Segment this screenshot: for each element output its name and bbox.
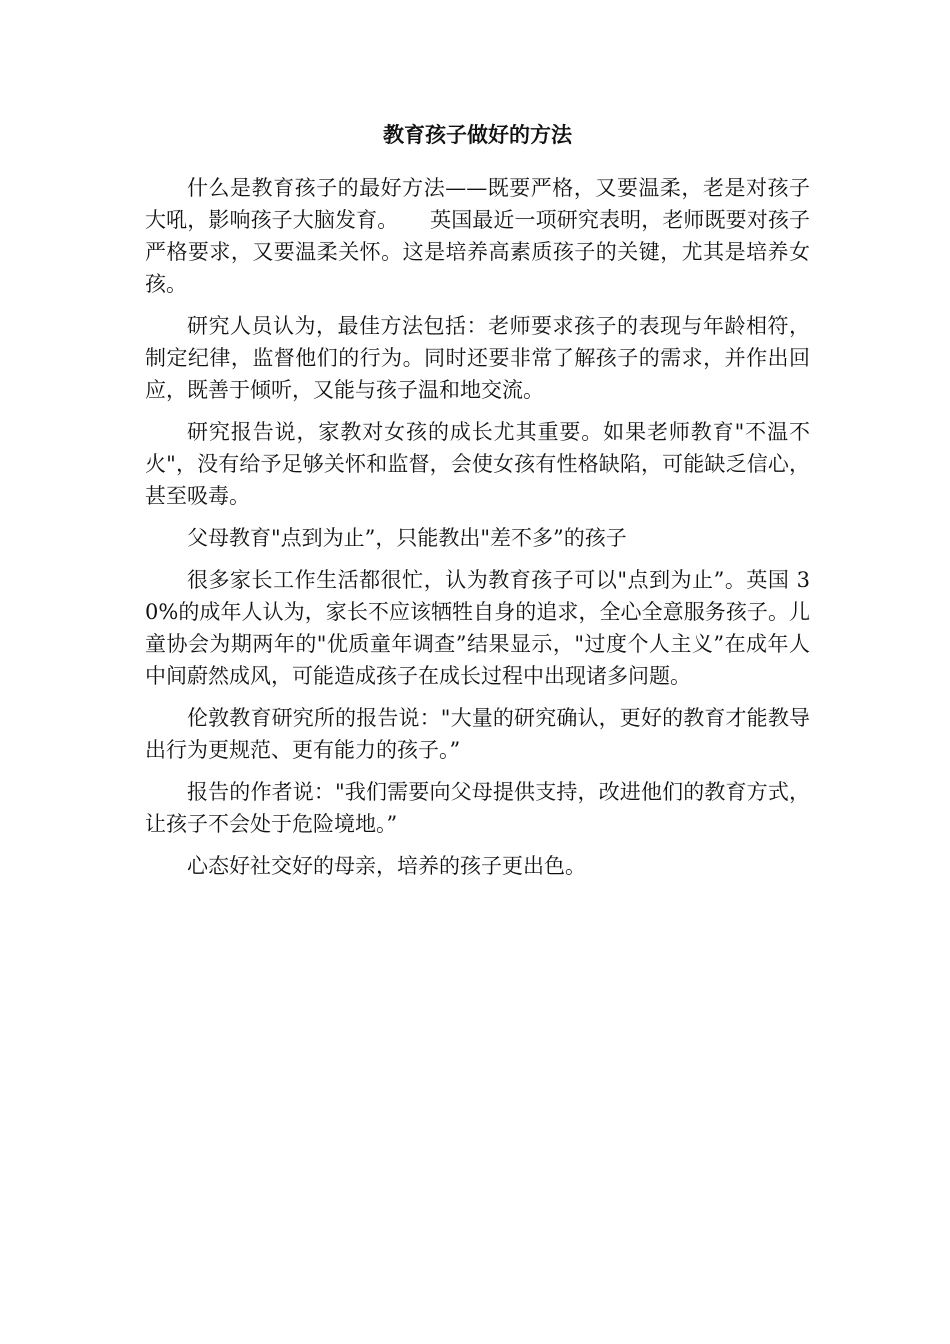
paragraph: 心态好社交好的母亲，培养的孩子更出色。: [187, 854, 586, 878]
paragraph: 伦敦教育研究所的报告说："大量的研究确认，更好的教育才能教导出行为更规范、更有能力的孩子。”: [145, 706, 810, 762]
paragraph: 研究人员认为，最佳方法包括：老师要求孩子的表现与年龄相符，制定纪律，监督他们的行为。同时还要非常了解孩子的需求，并作出回应，既善于倾听，又能与孩子温和地交流。: [145, 314, 810, 402]
document-page: [145, 120, 810, 892]
paragraph: 报告的作者说："我们需要向父母提供支持，改进他们的教育方式，让孩子不会处于危险境地。”: [145, 780, 810, 836]
document-title: 教育孩子做好的方法: [383, 122, 572, 147]
section-heading-paragraph: 父母教育"点到为止”，只能教出"差不多”的孩子: [187, 526, 627, 550]
paragraph: 很多家长工作生活都很忙，认为教育孩子可以"点到为止”。英国 30%的成年人认为，家长不应该牺牲自身的追求，全心全意服务孩子。儿童协会为期两年的"优质童年调查”结果显示，"过度个人主义”在成年人中间蔚然成风，可能造成孩子在成长过程中出现诸多问题。: [145, 568, 810, 688]
paragraph: 什么是教育孩子的最好方法——既要严格，又要温柔，老是对孩子大吼，影响孩子大脑发育。 英国最近一项研究表明，老师既要对孩子严格要求，又要温柔关怀。这是培养高素质孩子的关键，尤其是培养女孩。: [145, 176, 810, 296]
paragraph: 研究报告说，家教对女孩的成长尤其重要。如果老师教育"不温不火"，没有给予足够关怀和监督，会使女孩有性格缺陷，可能缺乏信心，甚至吸毒。: [145, 420, 810, 508]
